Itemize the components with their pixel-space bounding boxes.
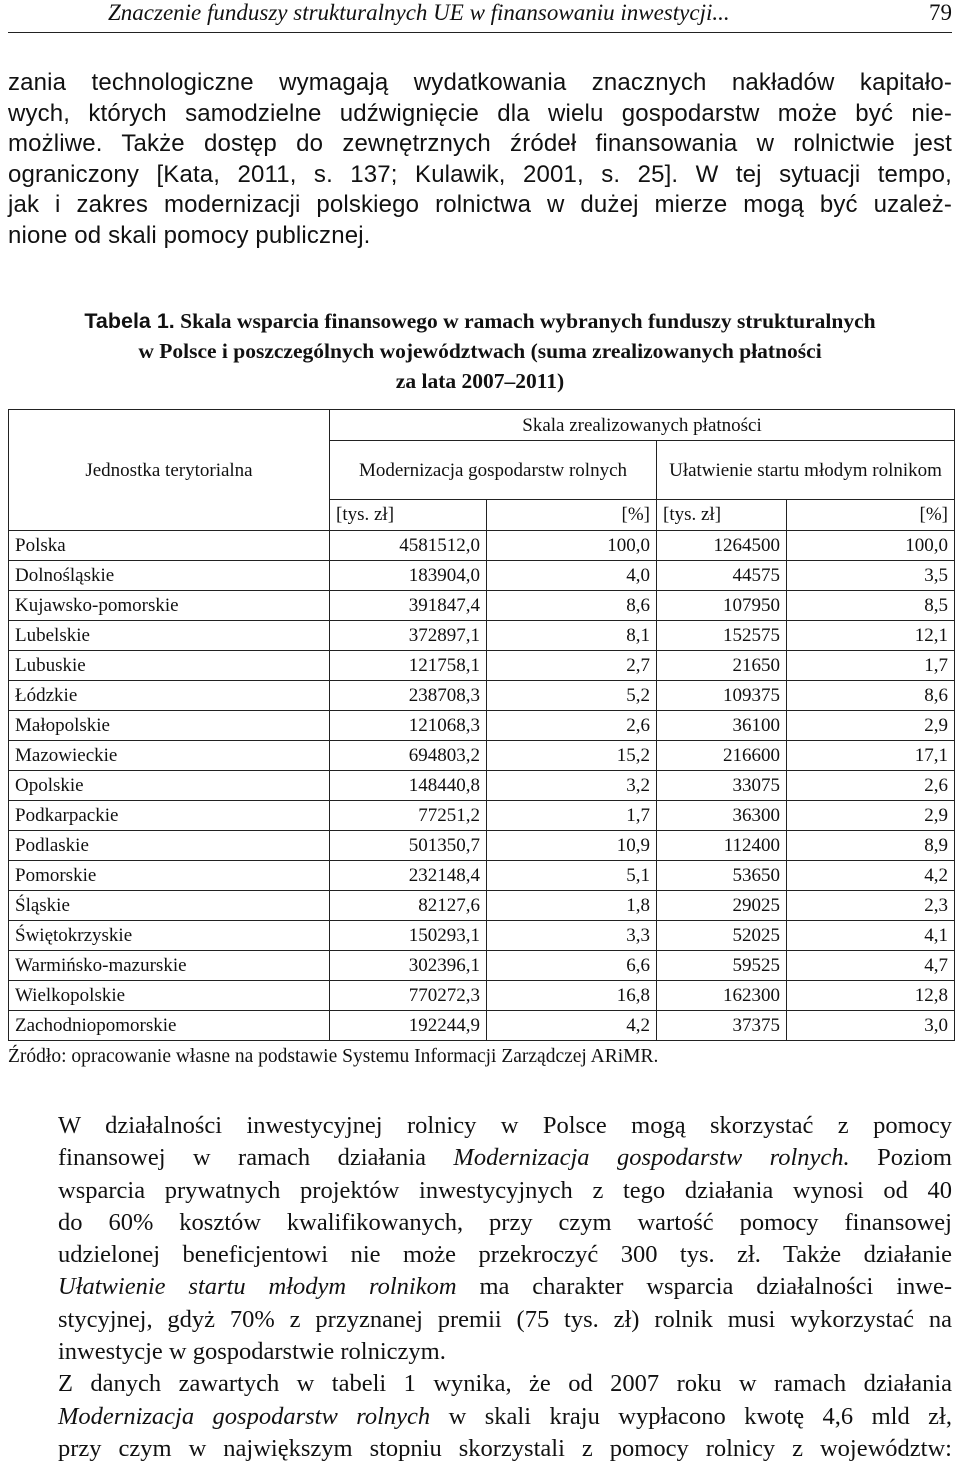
text-run: Poziom: [849, 1144, 952, 1172]
table-row: [9, 681, 955, 711]
unit-header: [tys. zł]: [330, 500, 487, 531]
value-cell: 37375: [657, 1011, 787, 1041]
body-text: [8, 1110, 952, 1465]
region-name-cell: Zachodniopomorskie: [9, 1011, 330, 1041]
text-line: [8, 1401, 952, 1433]
value-cell: 2,7: [487, 651, 657, 681]
value-cell: 8,6: [787, 681, 955, 711]
table-row: [9, 651, 955, 681]
value-cell: 4,2: [787, 861, 955, 891]
text-line: wych, których samodzielne udźwignięcie dla wielu gospodarstw może być nie-: [8, 99, 952, 127]
region-name-cell: Świętokrzyskie: [9, 921, 330, 951]
value-cell: 53650: [657, 861, 787, 891]
value-cell: 121758,1: [330, 651, 487, 681]
value-cell: 8,5: [787, 591, 955, 621]
row-header: Jednostka terytorialna: [9, 410, 330, 531]
value-cell: 5,1: [487, 861, 657, 891]
region-name-cell: Warmińsko-mazurskie: [9, 951, 330, 981]
text-run: finansowej w ramach działania: [58, 1144, 454, 1172]
value-cell: 21650: [657, 651, 787, 681]
table-row: [9, 561, 955, 591]
value-cell: 100,0: [787, 531, 955, 561]
text-line: udzielonej beneficjentowi nie może przekroczyć 300 tys. zł. Także działanie: [58, 1241, 952, 1269]
value-cell: 107950: [657, 591, 787, 621]
table-row: [9, 951, 955, 981]
value-cell: 4,0: [487, 561, 657, 591]
value-cell: 52025: [657, 921, 787, 951]
text-line: do 60% kosztów kwalifikowanych, przy czym wartość pomocy finansowej: [58, 1208, 952, 1236]
region-name-cell: Kujawsko-pomorskie: [9, 591, 330, 621]
value-cell: 12,8: [787, 981, 955, 1011]
value-cell: 44575: [657, 561, 787, 591]
region-name-cell: Lubuskie: [9, 651, 330, 681]
value-cell: 302396,1: [330, 951, 487, 981]
value-cell: 33075: [657, 771, 787, 801]
table-row: [9, 1011, 955, 1041]
value-cell: 8,6: [487, 591, 657, 621]
text-line: jak i zakres modernizacji polskiego rolnictwa w dużej mierze mogą być uzależ-: [8, 191, 952, 219]
table-row: [9, 591, 955, 621]
table-source-note: Źródło: opracowanie własne na podstawie Systemu Informacji Zarządczej ARiMR.: [8, 1046, 659, 1067]
value-cell: 4,2: [487, 1011, 657, 1041]
region-name-cell: Śląskie: [9, 891, 330, 921]
value-cell: 2,9: [787, 711, 955, 741]
data-table: [8, 409, 955, 1041]
text-line: zania technologiczne wymagają wydatkowania znacznych nakładów kapitało-: [8, 69, 952, 96]
value-cell: 36100: [657, 711, 787, 741]
unit-header: [%]: [787, 500, 955, 531]
region-name-cell: Pomorskie: [9, 861, 330, 891]
value-cell: 12,1: [787, 621, 955, 651]
caption-line-3: za lata 2007–2011): [395, 369, 565, 393]
table-row: [9, 711, 955, 741]
value-cell: 216600: [657, 741, 787, 771]
region-name-cell: Łódzkie: [9, 681, 330, 711]
value-cell: 82127,6: [330, 891, 487, 921]
region-name-cell: Opolskie: [9, 771, 330, 801]
value-cell: 1,7: [787, 651, 955, 681]
italic-term: Modernizacja gospodarstw rolnych.: [453, 1144, 850, 1172]
table-row: [9, 891, 955, 921]
region-name-cell: Polska: [9, 531, 330, 561]
value-cell: 238708,3: [330, 681, 487, 711]
text-line: [8, 1142, 952, 1174]
page-number: 79: [929, 0, 952, 25]
text-line: inwestycje w gospodarstwie rolniczym.: [58, 1338, 446, 1366]
value-cell: 59525: [657, 951, 787, 981]
region-name-cell: Wielkopolskie: [9, 981, 330, 1011]
caption-line-1: [8, 306, 952, 336]
region-name-cell: Dolnośląskie: [9, 561, 330, 591]
table-body: [9, 531, 955, 1041]
value-cell: 112400: [657, 831, 787, 861]
text-line: możliwe. Także dostęp do zewnętrznych źródeł finansowania w rolnictwie jest: [8, 130, 952, 158]
value-cell: 192244,9: [330, 1011, 487, 1041]
table-row: [9, 801, 955, 831]
text-line: [8, 1271, 952, 1303]
table-caption: [8, 306, 952, 396]
value-cell: 109375: [657, 681, 787, 711]
value-cell: 148440,8: [330, 771, 487, 801]
value-cell: 100,0: [487, 531, 657, 561]
unit-header: [tys. zł]: [657, 500, 787, 531]
region-name-cell: Małopolskie: [9, 711, 330, 741]
running-header: [8, 0, 952, 33]
table-row: [9, 861, 955, 891]
column-group-ulatwienie: Ułatwienie startu młodym rolnikom: [657, 441, 955, 500]
value-cell: 17,1: [787, 741, 955, 771]
running-title: Znaczenie funduszy strukturalnych UE w finansowaniu inwestycji...: [108, 0, 730, 25]
value-cell: 2,9: [787, 801, 955, 831]
value-cell: 4,1: [787, 921, 955, 951]
value-cell: 391847,4: [330, 591, 487, 621]
value-cell: 8,1: [487, 621, 657, 651]
value-cell: 16,8: [487, 981, 657, 1011]
value-cell: 372897,1: [330, 621, 487, 651]
region-name-cell: Mazowieckie: [9, 741, 330, 771]
text-line: przy czym w największym stopniu skorzystali z pomocy rolnicy z województw:: [58, 1434, 952, 1462]
caption-lead: Tabela 1.: [84, 309, 175, 333]
value-cell: 2,6: [787, 771, 955, 801]
value-cell: 77251,2: [330, 801, 487, 831]
value-cell: 501350,7: [330, 831, 487, 861]
table-row: [9, 531, 955, 561]
value-cell: 121068,3: [330, 711, 487, 741]
paragraph-intro: [8, 68, 952, 252]
table-row: [9, 741, 955, 771]
caption-text: Skala wsparcia finansowego w ramach wybranych funduszy strukturalnych: [180, 309, 876, 333]
group-header: Skala zrealizowanych płatności: [330, 410, 955, 441]
region-name-cell: Podlaskie: [9, 831, 330, 861]
value-cell: 1,8: [487, 891, 657, 921]
text-line: W działalności inwestycyjnej rolnicy w Polsce mogą skorzystać z pomocy: [58, 1112, 952, 1139]
value-cell: 2,3: [787, 891, 955, 921]
italic-term: Modernizacja gospodarstw rolnych: [58, 1402, 431, 1430]
value-cell: 6,6: [487, 951, 657, 981]
paragraph: [8, 1368, 952, 1465]
italic-term: Ułatwienie startu młodym rolnikom: [58, 1273, 457, 1301]
value-cell: 4,7: [787, 951, 955, 981]
text-line: Z danych zawartych w tabeli 1 wynika, że od 2007 roku w ramach działania: [58, 1370, 952, 1398]
value-cell: 183904,0: [330, 561, 487, 591]
value-cell: 770272,3: [330, 981, 487, 1011]
value-cell: 1264500: [657, 531, 787, 561]
paragraph: [8, 1110, 952, 1368]
region-name-cell: Podkarpackie: [9, 801, 330, 831]
text-line: ograniczony [Kata, 2011, s. 137; Kulawik, 2001, s. 25]. W tej sytuacji tempo,: [8, 160, 952, 188]
value-cell: 152575: [657, 621, 787, 651]
value-cell: 3,2: [487, 771, 657, 801]
value-cell: 8,9: [787, 831, 955, 861]
table-row: [9, 771, 955, 801]
value-cell: 29025: [657, 891, 787, 921]
column-group-modernizacja: Modernizacja gospodarstw rolnych: [330, 441, 657, 500]
text-run: ma charakter wsparcia działalności inwe-: [456, 1273, 952, 1301]
table-row: [9, 981, 955, 1011]
region-name-cell: Lubelskie: [9, 621, 330, 651]
table-row: [9, 621, 955, 651]
value-cell: 3,5: [787, 561, 955, 591]
value-cell: 232148,4: [330, 861, 487, 891]
text-run: w skali kraju wypłacono kwotę 4,6 mld zł,: [430, 1402, 952, 1430]
text-line: stycyjnej, gdyż 70% z przyznanej premii (75 tys. zł) rolnik musi wykorzystać na: [58, 1305, 952, 1333]
table-row: [9, 921, 955, 951]
value-cell: 694803,2: [330, 741, 487, 771]
text-line: nione od skali pomocy publicznej.: [8, 221, 371, 249]
value-cell: 36300: [657, 801, 787, 831]
value-cell: 15,2: [487, 741, 657, 771]
value-cell: 3,3: [487, 921, 657, 951]
value-cell: 2,6: [487, 711, 657, 741]
caption-line-2: w Polsce i poszczególnych województwach (suma zrealizowanych płatności: [138, 339, 822, 363]
value-cell: 150293,1: [330, 921, 487, 951]
table-row: [9, 831, 955, 861]
value-cell: 5,2: [487, 681, 657, 711]
text-line: wsparcia prywatnych projektów inwestycyjnych z tego działania wynosi od 40: [58, 1176, 952, 1204]
value-cell: 4581512,0: [330, 531, 487, 561]
value-cell: 10,9: [487, 831, 657, 861]
value-cell: 162300: [657, 981, 787, 1011]
value-cell: 1,7: [487, 801, 657, 831]
unit-header: [%]: [487, 500, 657, 531]
value-cell: 3,0: [787, 1011, 955, 1041]
